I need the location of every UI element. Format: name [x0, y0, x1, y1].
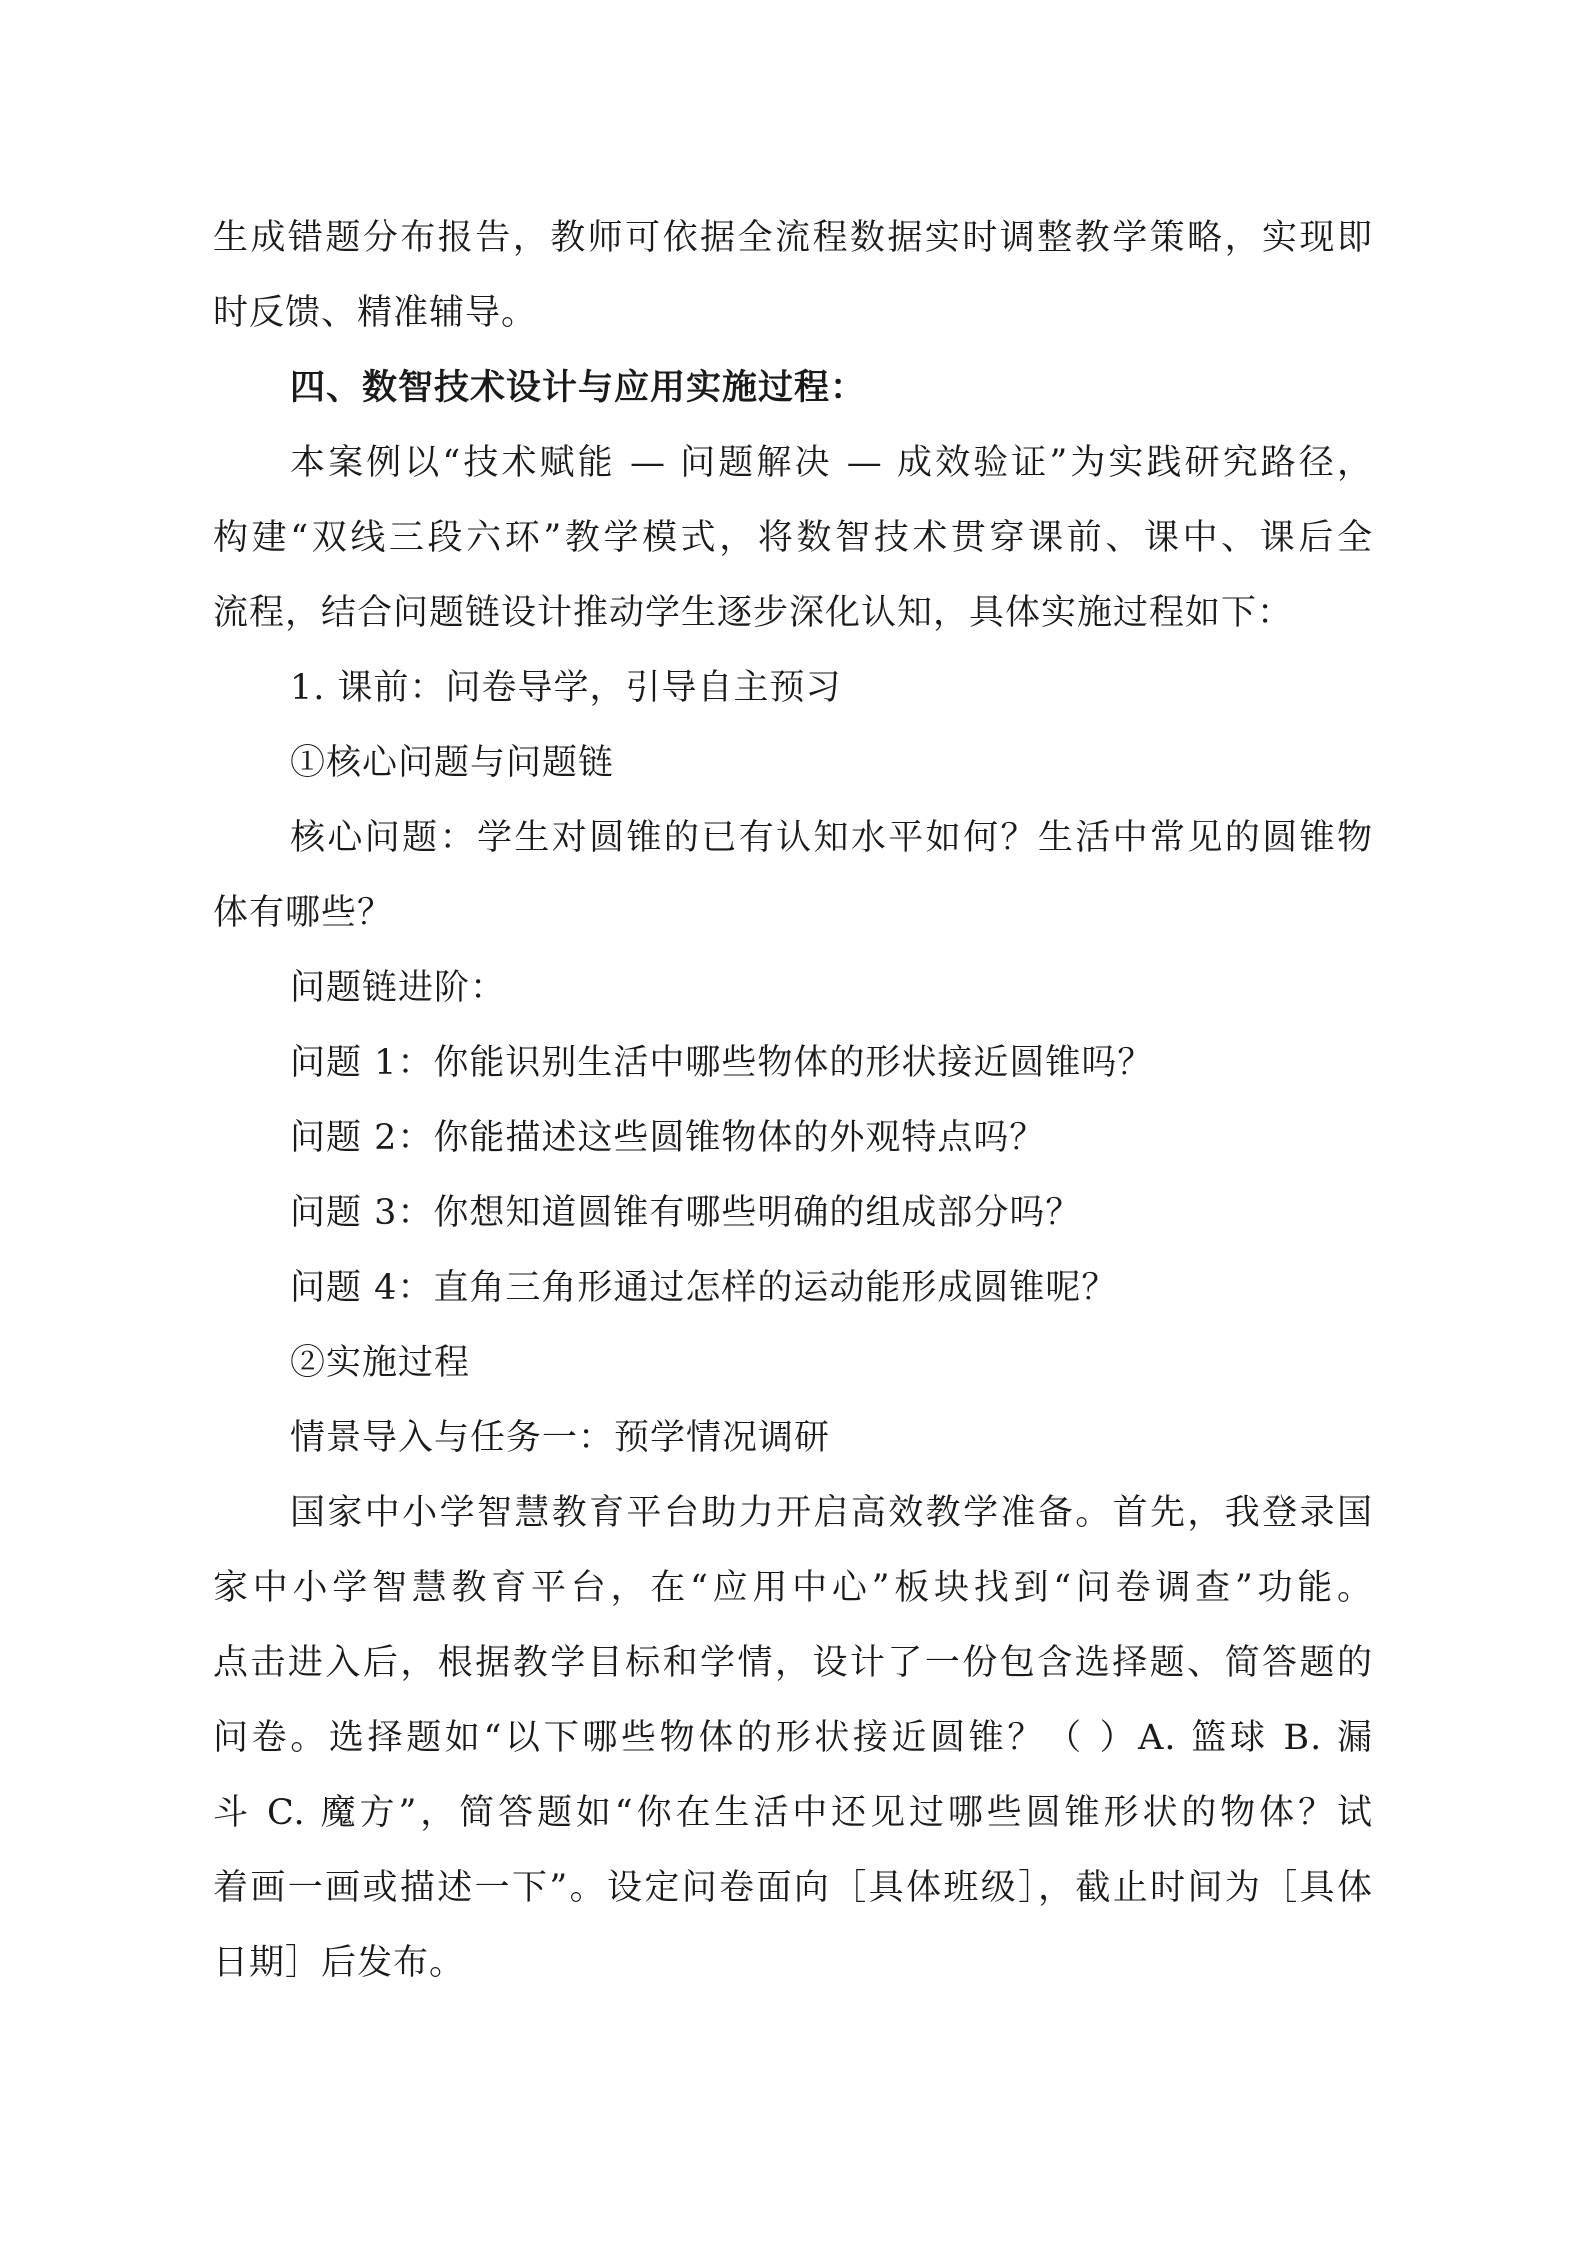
- paragraph-line: 情景导入与任务一：预学情况调研: [290, 1418, 831, 1458]
- paragraph-line: 斗 C. 魔方”，简答题如“你在生活中还见过哪些圆锥形状的物体？试: [213, 1793, 1373, 1833]
- paragraph-line: 生成错题分布报告，教师可依据全流程数据实时调整教学策略，实现即: [213, 218, 1373, 258]
- subsection-heading: ①核心问题与问题链: [290, 743, 615, 783]
- paragraph-line: 问题链进阶：: [290, 968, 507, 1008]
- subsection-heading: ②实施过程: [290, 1343, 471, 1383]
- paragraph-line: 体有哪些？: [213, 893, 394, 933]
- paragraph-line: 国家中小学智慧教育平台助力开启高效教学准备。首先，我登录国: [290, 1493, 1373, 1533]
- paragraph-line: 构建“双线三段六环”教学模式，将数智技术贯穿课前、课中、课后全: [213, 518, 1373, 558]
- question-item: 问题 3：你想知道圆锥有哪些明确的组成部分吗？: [290, 1193, 1082, 1233]
- paragraph-line: 核心问题：学生对圆锥的已有认知水平如何？生活中常见的圆锥物: [290, 818, 1373, 858]
- paragraph-line: 本案例以“技术赋能 — 问题解决 — 成效验证”为实践研究路径，: [290, 443, 1373, 483]
- paragraph-line: 日期］后发布。: [213, 1943, 466, 1983]
- paragraph-line: 问卷。选择题如“以下哪些物体的形状接近圆锥？（ ）A. 篮球 B. 漏: [213, 1718, 1373, 1758]
- subsection-heading: 1. 课前：问卷导学，引导自主预习: [290, 668, 842, 708]
- paragraph-line: 着画一画或描述一下”。设定问卷面向［具体班级］，截止时间为［具体: [213, 1868, 1373, 1908]
- paragraph-line: 时反馈、精准辅导。: [213, 293, 538, 333]
- section-heading: 四、数智技术设计与应用实施过程：: [290, 367, 867, 408]
- paragraph-line: 家中小学智慧教育平台，在“应用中心”板块找到“问卷调查”功能。: [213, 1568, 1373, 1608]
- question-item: 问题 2：你能描述这些圆锥物体的外观特点吗？: [290, 1118, 1046, 1158]
- paragraph-line: 流程，结合问题链设计推动学生逐步深化认知，具体实施过程如下：: [213, 593, 1294, 633]
- question-item: 问题 1：你能识别生活中哪些物体的形状接近圆锥吗？: [290, 1043, 1154, 1083]
- paragraph-line: 点击进入后，根据教学目标和学情，设计了一份包含选择题、简答题的: [213, 1643, 1373, 1683]
- question-item: 问题 4：直角三角形通过怎样的运动能形成圆锥呢？: [290, 1268, 1118, 1308]
